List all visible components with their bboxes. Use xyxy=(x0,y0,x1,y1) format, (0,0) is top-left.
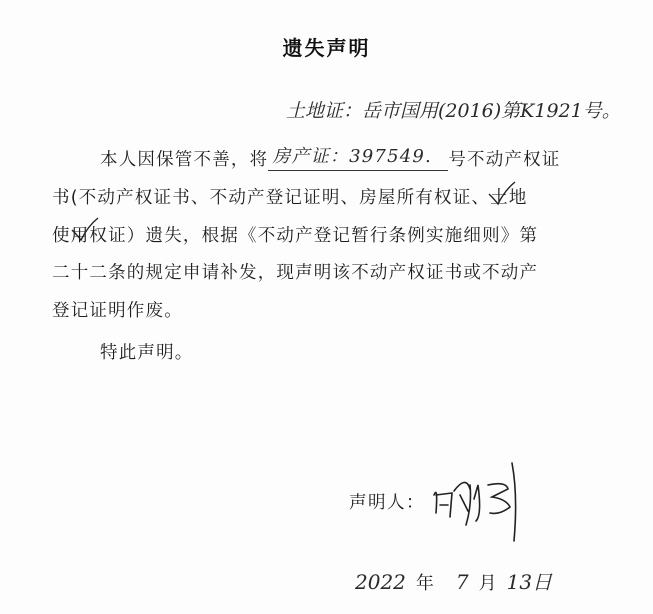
date-month-unit: 月 xyxy=(478,573,497,594)
paragraph-line-2: 书(不动产权证书、不动产登记证明、房屋所有权证、土地 xyxy=(52,188,528,208)
certificate-number-blank xyxy=(268,148,448,171)
line1-suffix: 号不动产权证 xyxy=(448,150,561,170)
handwritten-signature xyxy=(426,455,536,545)
declaration-date xyxy=(355,566,552,595)
paragraph-line-5: 登记证明作废。 xyxy=(52,301,183,321)
line1-prefix: 本人因保管不善，将 xyxy=(100,150,269,170)
paragraph-line-3: 使用权证）遗失，根据《不动产登记暂行条例实施细则》第 xyxy=(52,226,539,246)
checkmark-house-ownership xyxy=(487,180,517,206)
date-year-unit: 年 xyxy=(415,573,434,594)
certificate-number-handwriting: 房产证：397549. xyxy=(272,146,432,167)
date-year: 2022 xyxy=(355,570,406,594)
date-day: 13日 xyxy=(506,570,553,594)
paragraph-line-1 xyxy=(100,146,561,171)
closing-statement: 特此声明。 xyxy=(100,343,194,363)
document-title: 遗失声明 xyxy=(282,36,371,60)
declarant-label: 声明人： xyxy=(349,493,425,513)
land-certificate-handwriting: 土地证：岳市国用(2016)第K1921号。 xyxy=(286,100,621,122)
date-month: 7 xyxy=(455,570,469,594)
checkmark-land-use xyxy=(70,216,100,242)
paragraph-line-4: 二十二条的规定申请补发，现声明该不动产权证书或不动产 xyxy=(52,263,539,283)
